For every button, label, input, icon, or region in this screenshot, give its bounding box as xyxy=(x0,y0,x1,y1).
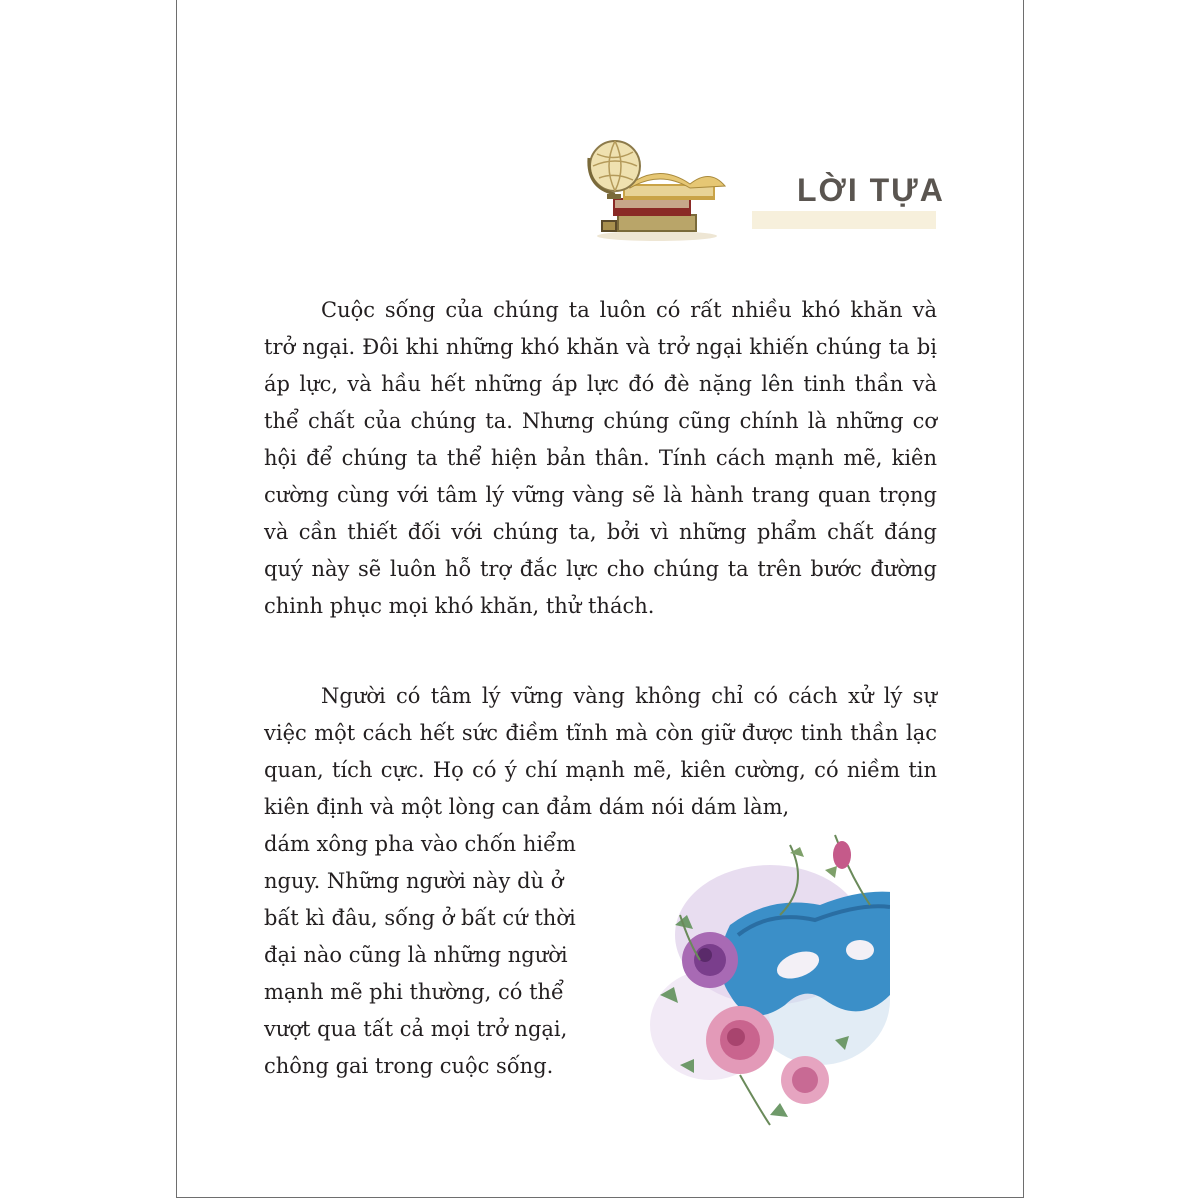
blue-mask-and-roses-icon xyxy=(620,825,890,1140)
text-line: nguy. Những người này dù ở xyxy=(264,869,564,893)
text-line: dám xông pha vào chốn hiểm xyxy=(264,832,576,856)
globe-and-books-icon xyxy=(585,128,730,243)
paragraph-1-text: Cuộc sống của chúng ta luôn có rất nhiều khó khăn và trở ngại. Đôi khi những khó khăn và trở ngại khiến chúng ta bị áp lực, và hầu hết những áp lực đó đè nặng lên tinh thần và thể chất của chúng ta. Nhưng chúng cũng chính là những cơ hội để chúng ta thể hiện bản thân. Tính cách mạnh mẽ, kiên cường cùng với tâm lý vững vàng sẽ là hành trang quan trọng và cần thiết đối với chúng ta, bởi vì những phẩm chất đáng quý này sẽ luôn hỗ trợ đắc lực cho chúng ta trên bước đường chinh phục mọi khó khăn, thử thách. xyxy=(264,298,937,618)
text-line: mạnh mẽ phi thường, có thể xyxy=(264,980,564,1004)
page-title: LỜI TỰA xyxy=(797,172,945,208)
paragraph-2-narrow xyxy=(264,826,612,1085)
text-line: đại nào cũng là những người xyxy=(264,943,568,967)
paragraph-1 xyxy=(264,292,937,625)
paragraph-2-text: Người có tâm lý vững vàng không chỉ có cách xử lý sự việc một cách hết sức điềm tĩnh mà còn giữ được tinh thần lạc quan, tích cực. Họ có ý chí mạnh mẽ, kiên cường, có niềm tin kiên định và một lòng can đảm dám nói dám làm, xyxy=(264,684,937,819)
title-underline-bar xyxy=(752,211,936,229)
text-line: vượt qua tất cả mọi trở ngại, xyxy=(264,1017,568,1041)
text-line: chông gai trong cuộc sống. xyxy=(264,1054,554,1078)
text-line: bất kì đâu, sống ở bất cứ thời xyxy=(264,906,576,930)
paragraph-2-intro xyxy=(264,678,937,826)
